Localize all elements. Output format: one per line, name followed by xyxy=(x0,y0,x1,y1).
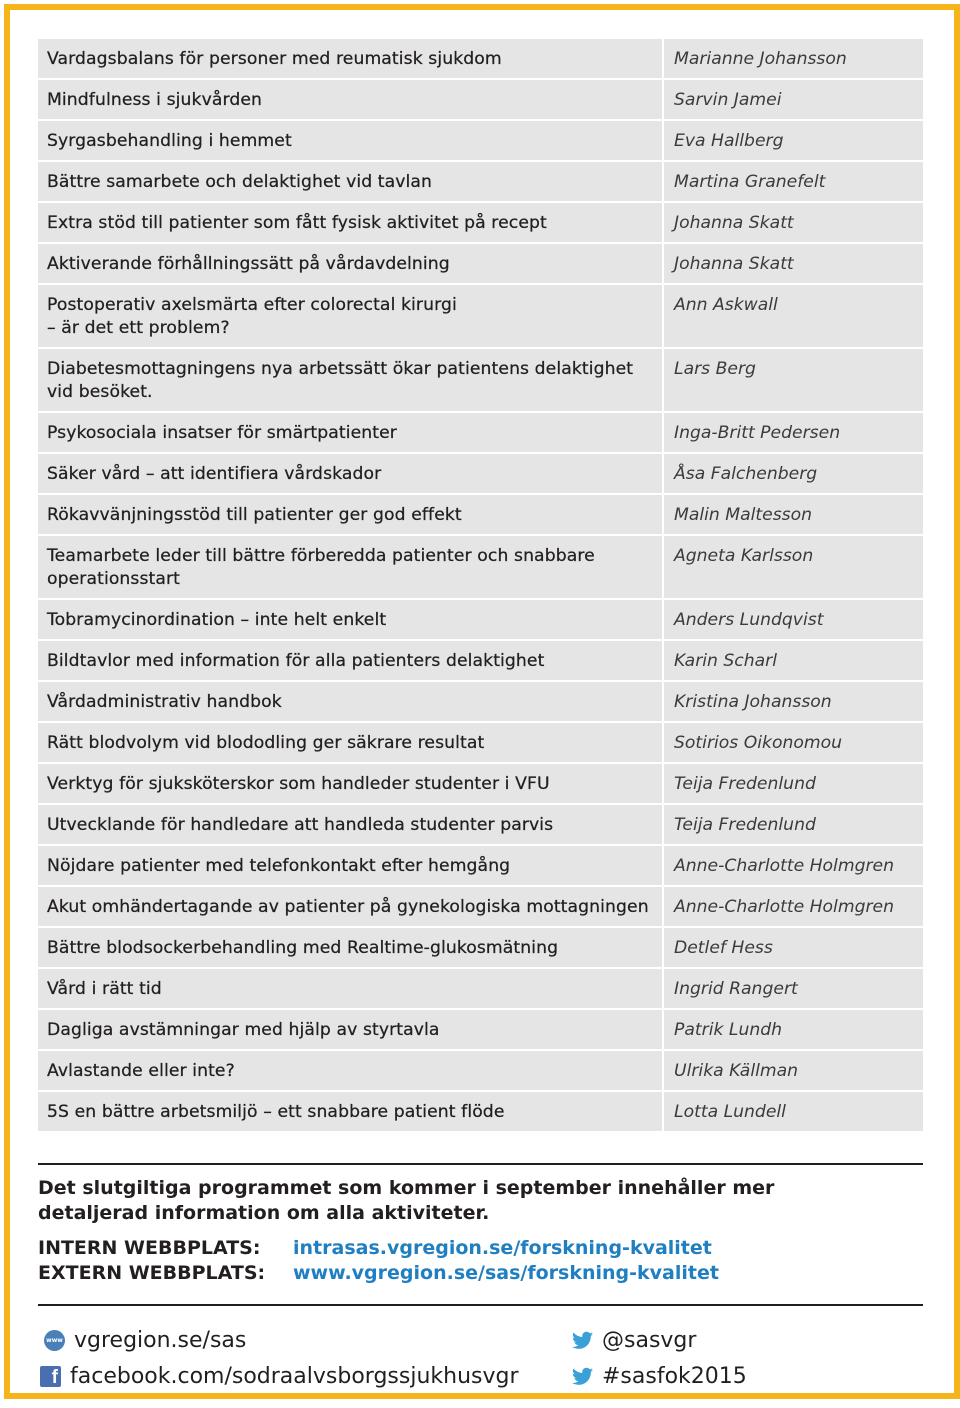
activity-author: Patrik Lundh xyxy=(664,1010,923,1049)
activity-title: Vårdadministrativ handbok xyxy=(38,682,664,721)
facebook-link[interactable] xyxy=(40,1364,519,1389)
table-row xyxy=(38,805,923,846)
twitter-link[interactable] xyxy=(572,1328,696,1353)
table-row xyxy=(38,641,923,682)
activity-title: Extra stöd till patienter som fått fysisk aktivitet på recept xyxy=(38,203,664,242)
twitter-icon xyxy=(572,1330,593,1351)
www-icon: www xyxy=(44,1330,65,1351)
table-row xyxy=(38,682,923,723)
table-row xyxy=(38,1051,923,1092)
activity-author: Agneta Karlsson xyxy=(664,536,923,598)
activity-author: Anne-Charlotte Holmgren xyxy=(664,846,923,885)
activity-author: Eva Hallberg xyxy=(664,121,923,160)
divider xyxy=(38,1304,923,1306)
activity-title: Bättre samarbete och delaktighet vid tavlan xyxy=(38,162,664,201)
table-row xyxy=(38,1092,923,1131)
hashtag-text: #sasfok2015 xyxy=(602,1364,747,1389)
extern-link[interactable]: www.vgregion.se/sas/forskning-kvalitet xyxy=(293,1262,719,1284)
activity-author: Teija Fredenlund xyxy=(664,764,923,803)
table-row xyxy=(38,39,923,80)
activity-title: Akut omhändertagande av patienter på gynekologiska mottagningen xyxy=(38,887,664,926)
activity-title: Bildtavlor med information för alla patienters delaktighet xyxy=(38,641,664,680)
activity-author: Johanna Skatt xyxy=(664,244,923,283)
table-row xyxy=(38,413,923,454)
activity-title: Aktiverande förhållningssätt på vårdavdelning xyxy=(38,244,664,283)
activity-author: Ann Askwall xyxy=(664,285,923,347)
activity-title: Vardagsbalans för personer med reumatisk sjukdom xyxy=(38,39,664,78)
activity-title: Rökavvänjningsstöd till patienter ger god effekt xyxy=(38,495,664,534)
activity-author: Lars Berg xyxy=(664,349,923,411)
table-row xyxy=(38,244,923,285)
activity-title: Avlastande eller inte? xyxy=(38,1051,664,1090)
website-link[interactable] xyxy=(44,1328,246,1353)
table-row xyxy=(38,887,923,928)
activity-title: Mindfulness i sjukvården xyxy=(38,80,664,119)
activity-title: Psykosociala insatser för smärtpatienter xyxy=(38,413,664,452)
website-text: vgregion.se/sas xyxy=(74,1328,247,1353)
activity-title: Utvecklande för handledare att handleda studenter parvis xyxy=(38,805,664,844)
activity-title: Vård i rätt tid xyxy=(38,969,664,1008)
activity-title: Tobramycinordination – inte helt enkelt xyxy=(38,600,664,639)
table-row xyxy=(38,723,923,764)
table-row xyxy=(38,349,923,413)
activity-author: Lotta Lundell xyxy=(664,1092,923,1131)
activity-author: Johanna Skatt xyxy=(664,203,923,242)
table-row xyxy=(38,285,923,349)
table-row xyxy=(38,928,923,969)
social-links xyxy=(38,1328,923,1408)
activity-author: Martina Granefelt xyxy=(664,162,923,201)
table-row xyxy=(38,121,923,162)
activity-author: Åsa Falchenberg xyxy=(664,454,923,493)
activity-author: Sarvin Jamei xyxy=(664,80,923,119)
activity-author: Detlef Hess xyxy=(664,928,923,967)
footer xyxy=(38,1163,923,1408)
activity-author: Anne-Charlotte Holmgren xyxy=(664,887,923,926)
activity-author: Marianne Johansson xyxy=(664,39,923,78)
extern-label: EXTERN WEBBPLATS: xyxy=(38,1262,266,1284)
table-row xyxy=(38,536,923,600)
activity-title: Syrgasbehandling i hemmet xyxy=(38,121,664,160)
activity-table xyxy=(38,39,923,1131)
facebook-icon xyxy=(40,1366,61,1387)
table-row xyxy=(38,495,923,536)
twitter-handle: @sasvgr xyxy=(602,1328,697,1353)
activity-author: Karin Scharl xyxy=(664,641,923,680)
activity-title: Verktyg för sjuksköterskor som handleder studenter i VFU xyxy=(38,764,664,803)
program-info: Det slutgiltiga programmet som kommer i september innehåller mer detaljerad information om alla aktiviteter. xyxy=(38,1177,775,1224)
activity-title: Säker vård – att identifiera vårdskador xyxy=(38,454,664,493)
activity-title: Rätt blodvolym vid blododling ger säkrare resultat xyxy=(38,723,664,762)
activity-author: Malin Maltesson xyxy=(664,495,923,534)
table-row xyxy=(38,80,923,121)
activity-title: Dagliga avstämningar med hjälp av styrtavla xyxy=(38,1010,664,1049)
activity-title: 5S en bättre arbetsmiljö – ett snabbare patient flöde xyxy=(38,1092,664,1131)
divider xyxy=(38,1163,923,1165)
activity-title: Bättre blodsockerbehandling med Realtime-glukosmätning xyxy=(38,928,664,967)
activity-author: Kristina Johansson xyxy=(664,682,923,721)
table-row xyxy=(38,764,923,805)
table-row xyxy=(38,1010,923,1051)
activity-author: Ulrika Källman xyxy=(664,1051,923,1090)
table-row xyxy=(38,203,923,244)
hashtag-link[interactable] xyxy=(572,1364,747,1389)
activity-author: Anders Lundqvist xyxy=(664,600,923,639)
activity-author: Inga-Britt Pedersen xyxy=(664,413,923,452)
table-row xyxy=(38,846,923,887)
twitter-icon xyxy=(572,1366,593,1387)
activity-author: Teija Fredenlund xyxy=(664,805,923,844)
activity-title: Postoperativ axelsmärta efter colorectal kirurgi – är det ett problem? xyxy=(38,285,664,347)
activity-title: Diabetesmottagningens nya arbetssätt ökar patientens delaktighet vid besöket. xyxy=(38,349,664,411)
facebook-text: facebook.com/sodraalvsborgssjukhusvgr xyxy=(70,1364,519,1389)
table-row xyxy=(38,454,923,495)
activity-author: Ingrid Rangert xyxy=(664,969,923,1008)
intern-link[interactable]: intrasas.vgregion.se/forskning-kvalitet xyxy=(293,1237,712,1259)
table-row xyxy=(38,969,923,1010)
activity-title: Teamarbete leder till bättre förberedda patienter och snabbare operationsstart xyxy=(38,536,664,598)
activity-author: Sotirios Oikonomou xyxy=(664,723,923,762)
activity-title: Nöjdare patienter med telefonkontakt efter hemgång xyxy=(38,846,664,885)
intern-label: INTERN WEBBPLATS: xyxy=(38,1237,261,1259)
website-list xyxy=(38,1236,923,1286)
table-row xyxy=(38,162,923,203)
table-row xyxy=(38,600,923,641)
